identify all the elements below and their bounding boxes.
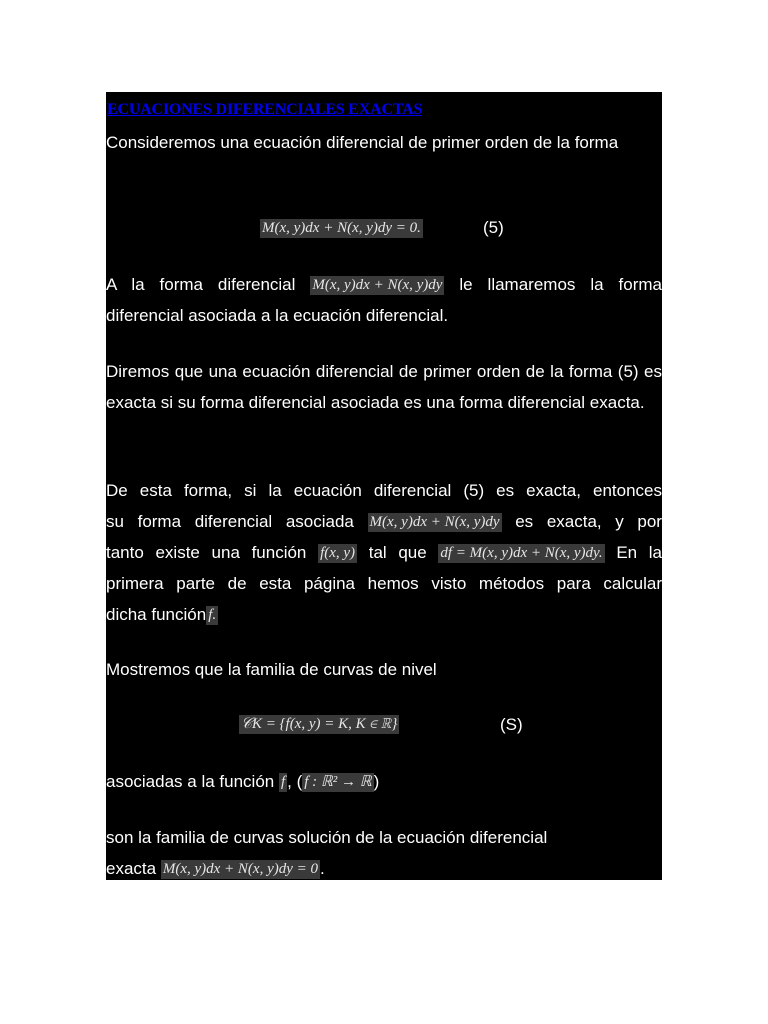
paragraph-line <box>106 537 662 568</box>
equation-5-label: (5) <box>483 218 504 237</box>
equation-5 <box>106 213 662 244</box>
inline-math: f(x, y) <box>320 545 356 561</box>
equation-S-formula: 𝒞K = {f(x, y) = K, K ∈ ℝ} <box>241 716 398 732</box>
paragraph-solution-curves <box>106 822 662 880</box>
equation-5-formula: M(x, y)dx + N(x, y)dy = 0. <box>262 220 421 236</box>
text-span: tal que <box>368 543 427 562</box>
equation-S-label: (S) <box>500 715 523 734</box>
text-span: su forma diferencial asociada <box>106 512 354 531</box>
text-span: A la forma diferencial <box>106 275 296 294</box>
text-span: . <box>320 859 325 878</box>
section-title-link[interactable]: ECUACIONES DIFERENCIALES EXACTAS <box>107 101 423 118</box>
inline-math: f <box>280 774 286 790</box>
text-span: le llamaremos la forma <box>459 275 662 294</box>
paragraph-line <box>106 269 662 300</box>
text-span: es exacta, y por <box>515 512 662 531</box>
paragraph-associated-function <box>106 766 662 797</box>
inline-math: M(x, y)dx + N(x, y)dy <box>312 277 443 293</box>
equation-S <box>106 710 662 741</box>
paragraph-line: diferencial asociada a la ecuación diferencial. <box>106 306 449 325</box>
text-span: , ( <box>287 772 303 791</box>
content-panel <box>106 92 662 880</box>
inline-math: M(x, y)dx + N(x, y)dy <box>369 514 500 530</box>
inline-math: f : ℝ² → ℝ <box>304 774 372 790</box>
paragraph-line: De esta forma, si la ecuación diferencial (5) es exacta, entonces <box>106 481 662 500</box>
text-span: dicha función <box>106 605 207 624</box>
text-span: exacta <box>106 859 157 878</box>
paragraph-line <box>106 853 662 880</box>
text-span: asociadas a la función <box>106 772 275 791</box>
paragraph-line: son la familia de curvas solución de la ecuación diferencial <box>106 828 548 847</box>
paragraph-potential-function <box>106 475 662 630</box>
intro-paragraph: Consideremos una ecuación diferencial de primer orden de la forma <box>106 133 619 152</box>
inline-math: M(x, y)dx + N(x, y)dy = 0 <box>162 861 318 877</box>
paragraph-line: primera parte de esta página hemos visto métodos para calcular <box>106 574 662 593</box>
paragraph-exact-definition: Diremos que una ecuación diferencial de primer orden de la forma (5) es exacta si su forma diferencial asociada es una forma diferencial exacta. <box>106 362 662 412</box>
text-span: En la <box>616 543 662 562</box>
inline-math: df = M(x, y)dx + N(x, y)dy. <box>440 545 603 561</box>
text-span: tanto existe una función <box>106 543 307 562</box>
paragraph-line <box>106 506 662 537</box>
paragraph-line <box>106 599 662 630</box>
text-span: ) <box>373 772 380 791</box>
paragraph-level-curves: Mostremos que la familia de curvas de nivel <box>106 660 437 679</box>
paragraph-differential-form <box>106 269 662 331</box>
inline-math: f. <box>208 607 217 623</box>
